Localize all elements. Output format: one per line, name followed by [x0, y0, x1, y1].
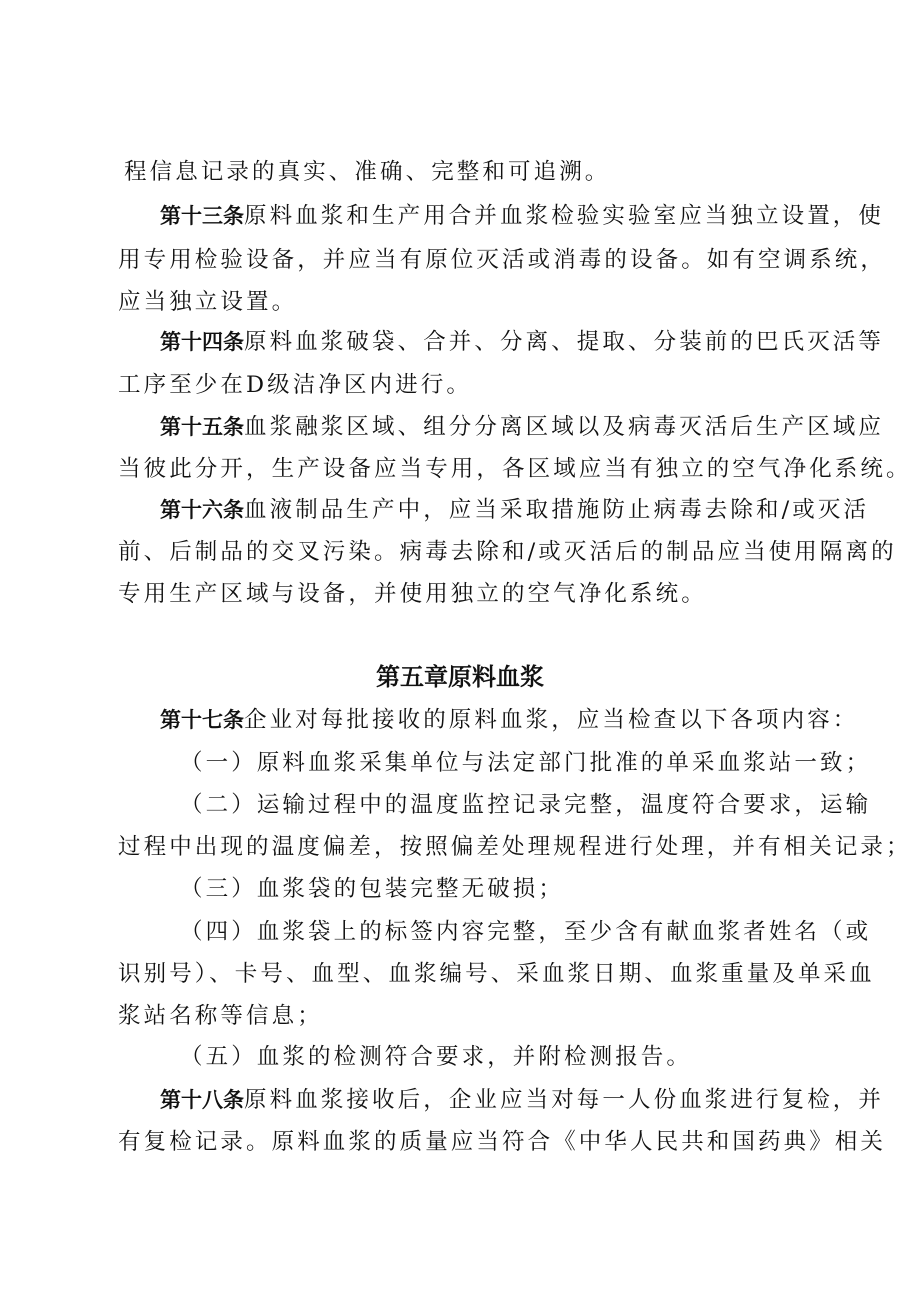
- article-label: 第十八条: [160, 1088, 244, 1112]
- line-text: 专用生产区域与设备，并使用独立的空气净化系统。: [118, 581, 707, 607]
- paragraph-line: [118, 579, 818, 609]
- line-text: 前、后制品的交叉污染。病毒去除和/或灭活后的制品应当使用隔离的: [118, 539, 897, 565]
- line-text: 原料血浆和生产用合并血浆检验实验室应当独立设置，使: [244, 203, 885, 229]
- list-item: [180, 790, 880, 820]
- line-text: 血浆融浆区域、组分分离区域以及病毒灭活后生产区域应: [244, 414, 885, 440]
- article-label: 第十六条: [160, 498, 244, 522]
- line-text: 当彼此分开，生产设备应当专用，各区域应当有独立的空气净化系统。: [118, 456, 912, 482]
- paragraph-line: [124, 157, 824, 187]
- line-text: （四）血浆袋上的标签内容完整，至少含有献血浆者姓名（或: [180, 919, 872, 945]
- article-13-line: [160, 201, 885, 231]
- paragraph-line: [118, 245, 887, 275]
- chapter-title: 第五章原料血浆: [376, 663, 544, 691]
- line-text: 过程中出现的温度偏差，按照偏差处理规程进行处理，并有相关记录；: [118, 834, 912, 860]
- line-text: （三）血浆袋的包装完整无破损；: [180, 876, 565, 902]
- paragraph-line: [118, 287, 818, 317]
- article-16-line: [160, 495, 870, 525]
- list-item: [180, 748, 880, 778]
- line-text: （二）运输过程中的温度监控记录完整，温度符合要求，运输: [180, 792, 872, 818]
- article-15-line: [160, 412, 885, 442]
- paragraph-line: [118, 1127, 887, 1157]
- line-text: 用专用检验设备，并应当有原位灭活或消毒的设备。如有空调系统，: [118, 247, 887, 273]
- line-text: 应当独立设置。: [118, 289, 298, 315]
- list-item: [180, 917, 880, 947]
- line-text: 浆站名称等信息；: [118, 1003, 323, 1029]
- article-label: 第十五条: [160, 415, 244, 439]
- article-label: 第十四条: [160, 330, 244, 354]
- line-text: （五）血浆的检测符合要求，并附检测报告。: [180, 1044, 693, 1070]
- list-item: [180, 1042, 880, 1072]
- line-text: （一）原料血浆采集单位与法定部门批准的单采血浆站一致；: [180, 750, 872, 776]
- paragraph-line: [118, 832, 912, 862]
- line-text: 有复检记录。原料血浆的质量应当符合《中华人民共和国药典》相关: [118, 1129, 887, 1155]
- paragraph-line: [118, 959, 875, 989]
- article-label: 第十七条: [160, 708, 244, 732]
- line-text: 企业对每批接收的原料血浆，应当检查以下各项内容：: [244, 707, 859, 733]
- list-item: [180, 874, 880, 904]
- line-text: 原料血浆破袋、合并、分离、提取、分装前的巴氏灭活等: [244, 329, 885, 355]
- line-text: 程信息记录的真实、准确、完整和可追溯。: [124, 159, 611, 185]
- article-label: 第十三条: [160, 204, 244, 228]
- paragraph-line: [118, 454, 912, 484]
- line-text: 原料血浆接收后，企业应当对每一人份血浆进行复检，并: [244, 1087, 885, 1113]
- line-text: 识别号）、卡号、血型、血浆编号、采血浆日期、血浆重量及单采血: [118, 961, 875, 987]
- line-text: 血液制品生产中，应当采取措施防止病毒去除和/或灭活: [244, 497, 870, 523]
- line-text: 工序至少在D级洁净区内进行。: [118, 372, 472, 398]
- article-18-line: [160, 1085, 885, 1115]
- paragraph-line: [118, 537, 897, 567]
- article-14-line: [160, 327, 885, 357]
- paragraph-line: [118, 1001, 818, 1031]
- paragraph-line: [118, 370, 818, 400]
- article-17-line: [160, 705, 860, 735]
